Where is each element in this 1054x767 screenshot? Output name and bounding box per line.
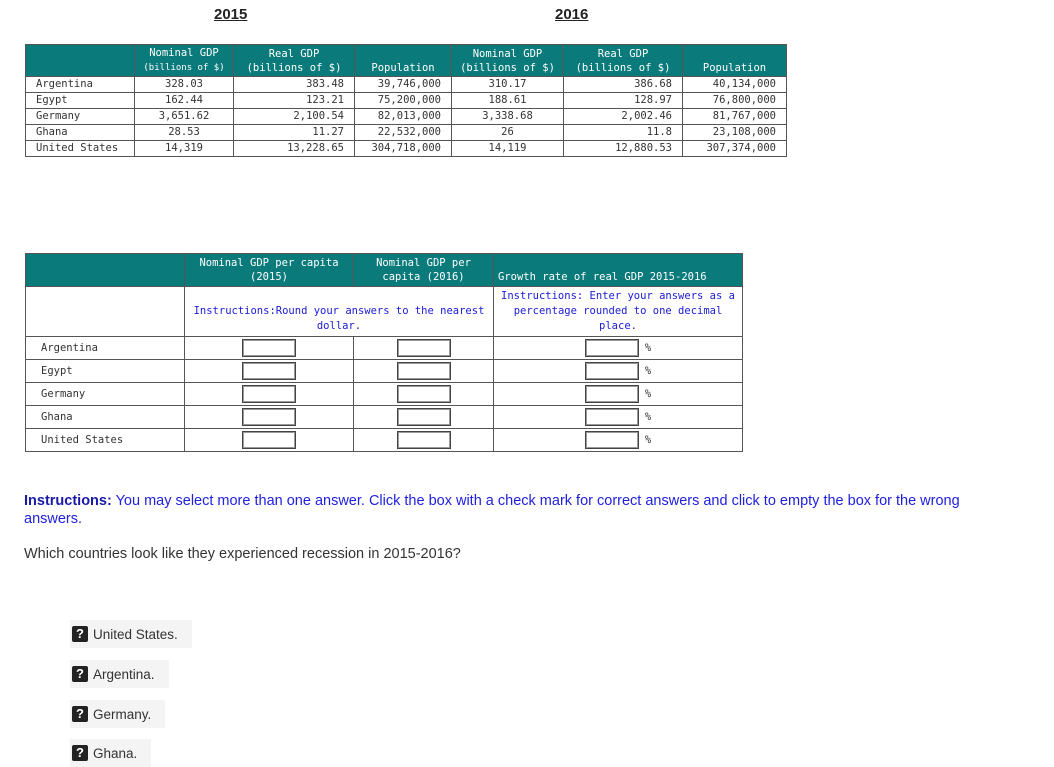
table-row [26, 429, 743, 452]
population-2016: 76,800,000 [683, 93, 787, 109]
table-row [26, 125, 787, 141]
nominal-gdp-2015: 3,651.62 [135, 109, 234, 125]
per-capita-2015-cell [185, 429, 354, 452]
nominal-gdp-2015: 14,319 [135, 141, 234, 157]
header-real-gdp-2015: Real GDP (billions of $) [234, 45, 355, 77]
per-capita-2015-cell [185, 383, 354, 406]
real-gdp-2016: 11.8 [564, 125, 683, 141]
header-nominal-gdp-2016: Nominal GDP (billions of $) [452, 45, 564, 77]
real-gdp-2016: 386.68 [564, 77, 683, 93]
real-gdp-2016: 2,002.46 [564, 109, 683, 125]
per-capita-2016-cell [354, 360, 494, 383]
table-row [26, 77, 787, 93]
nominal-gdp-2015: 28.53 [135, 125, 234, 141]
per-capita-2015-input[interactable] [242, 339, 296, 357]
nominal-gdp-2015: 328.03 [135, 77, 234, 93]
real-gdp-2015: 383.48 [234, 77, 355, 93]
population-2015: 22,532,000 [355, 125, 452, 141]
corner-header [26, 45, 135, 77]
choice-label: United States. [93, 626, 178, 642]
table-row [26, 109, 787, 125]
table-row [26, 337, 743, 360]
year-2015-heading: 2015 [214, 6, 248, 23]
empty-cell [26, 287, 185, 337]
per-capita-2016-input[interactable] [397, 362, 451, 380]
per-capita-2015-cell [185, 406, 354, 429]
table-row [26, 383, 743, 406]
unanswered-question-icon: ? [72, 666, 88, 682]
header-nominal-gdp-2015: Nominal GDP (billions of $) [135, 45, 234, 77]
country-name: Ghana [26, 125, 135, 141]
selection-instructions [24, 492, 984, 528]
choice-germany[interactable] [70, 700, 165, 728]
choice-argentina[interactable] [70, 660, 169, 688]
header-real-gdp-2016: Real GDP (billions of $) [564, 45, 683, 77]
percent-sign: % [644, 411, 652, 423]
round-instructions: Instructions:Round your answers to the nearest dollar. [185, 287, 494, 337]
per-capita-2016-input[interactable] [397, 431, 451, 449]
unanswered-question-icon: ? [72, 626, 88, 642]
corner-header [26, 254, 185, 287]
population-2015: 82,013,000 [355, 109, 452, 125]
question-text: Which countries look like they experienced recession in 2015-2016? [24, 546, 461, 562]
choice-ghana[interactable] [70, 739, 151, 767]
header-per-capita-2016: Nominal GDP per capita (2016) [354, 254, 494, 287]
header-population-2016: Population [683, 45, 787, 77]
per-capita-2015-input[interactable] [242, 362, 296, 380]
country-name: United States [26, 429, 185, 452]
country-name: Argentina [26, 337, 185, 360]
per-capita-2015-cell [185, 360, 354, 383]
population-2016: 81,767,000 [683, 109, 787, 125]
population-2015: 304,718,000 [355, 141, 452, 157]
real-gdp-2016: 12,880.53 [564, 141, 683, 157]
growth-instructions: Instructions: Enter your answers as a percentage rounded to one decimal place. [494, 287, 743, 337]
country-name: Argentina [26, 77, 135, 93]
population-2015: 39,746,000 [355, 77, 452, 93]
table-row [26, 360, 743, 383]
per-capita-2016-cell [354, 406, 494, 429]
instructions-label: Instructions: [24, 493, 112, 509]
growth-cell [494, 383, 743, 406]
real-gdp-2015: 13,228.65 [234, 141, 355, 157]
country-name: Germany [26, 109, 135, 125]
growth-rate-input[interactable] [585, 431, 639, 449]
per-capita-2016-input[interactable] [397, 385, 451, 403]
choice-label: Ghana. [93, 745, 138, 761]
percent-sign: % [644, 342, 652, 354]
per-capita-2016-cell [354, 337, 494, 360]
country-name: Ghana [26, 406, 185, 429]
population-2016: 40,134,000 [683, 77, 787, 93]
choice-united-states[interactable] [70, 620, 192, 648]
choice-label: Germany. [93, 706, 152, 722]
growth-cell [494, 360, 743, 383]
unanswered-question-icon: ? [72, 706, 88, 722]
header-per-capita-2015: Nominal GDP per capita (2015) [185, 254, 354, 287]
gdp-data-table [25, 44, 787, 157]
growth-rate-input[interactable] [585, 339, 639, 357]
country-name: Egypt [26, 360, 185, 383]
percent-sign: % [644, 388, 652, 400]
header-population-2015: Population [355, 45, 452, 77]
instructions-text: You may select more than one answer. Click the box with a check mark for correct answers and click to empty the box for the wrong answers. [24, 493, 960, 527]
nominal-gdp-2015: 162.44 [135, 93, 234, 109]
population-2015: 75,200,000 [355, 93, 452, 109]
real-gdp-2015: 11.27 [234, 125, 355, 141]
percent-sign: % [644, 434, 652, 446]
real-gdp-2015: 2,100.54 [234, 109, 355, 125]
table-row [26, 406, 743, 429]
nominal-gdp-2016: 14,119 [452, 141, 564, 157]
per-capita-2016-input[interactable] [397, 339, 451, 357]
growth-rate-input[interactable] [585, 385, 639, 403]
real-gdp-2016: 128.97 [564, 93, 683, 109]
growth-cell [494, 429, 743, 452]
nominal-gdp-2016: 26 [452, 125, 564, 141]
population-2016: 307,374,000 [683, 141, 787, 157]
nominal-gdp-2016: 310.17 [452, 77, 564, 93]
table-row [26, 141, 787, 157]
header-growth-rate: Growth rate of real GDP 2015-2016 [494, 254, 743, 287]
growth-rate-input[interactable] [585, 362, 639, 380]
answer-entry-table [25, 253, 743, 452]
growth-rate-input[interactable] [585, 408, 639, 426]
nominal-gdp-2016: 188.61 [452, 93, 564, 109]
unanswered-question-icon: ? [72, 745, 88, 761]
per-capita-2015-input[interactable] [242, 385, 296, 403]
per-capita-2016-input[interactable] [397, 408, 451, 426]
per-capita-2016-cell [354, 429, 494, 452]
table-row [26, 93, 787, 109]
nominal-gdp-2016: 3,338.68 [452, 109, 564, 125]
country-name: United States [26, 141, 135, 157]
growth-cell [494, 406, 743, 429]
per-capita-2015-input[interactable] [242, 408, 296, 426]
country-name: Germany [26, 383, 185, 406]
per-capita-2015-cell [185, 337, 354, 360]
year-2016-heading: 2016 [555, 6, 589, 23]
country-name: Egypt [26, 93, 135, 109]
percent-sign: % [644, 365, 652, 377]
real-gdp-2015: 123.21 [234, 93, 355, 109]
per-capita-2016-cell [354, 383, 494, 406]
per-capita-2015-input[interactable] [242, 431, 296, 449]
population-2016: 23,108,000 [683, 125, 787, 141]
growth-cell [494, 337, 743, 360]
choice-label: Argentina. [93, 666, 155, 682]
